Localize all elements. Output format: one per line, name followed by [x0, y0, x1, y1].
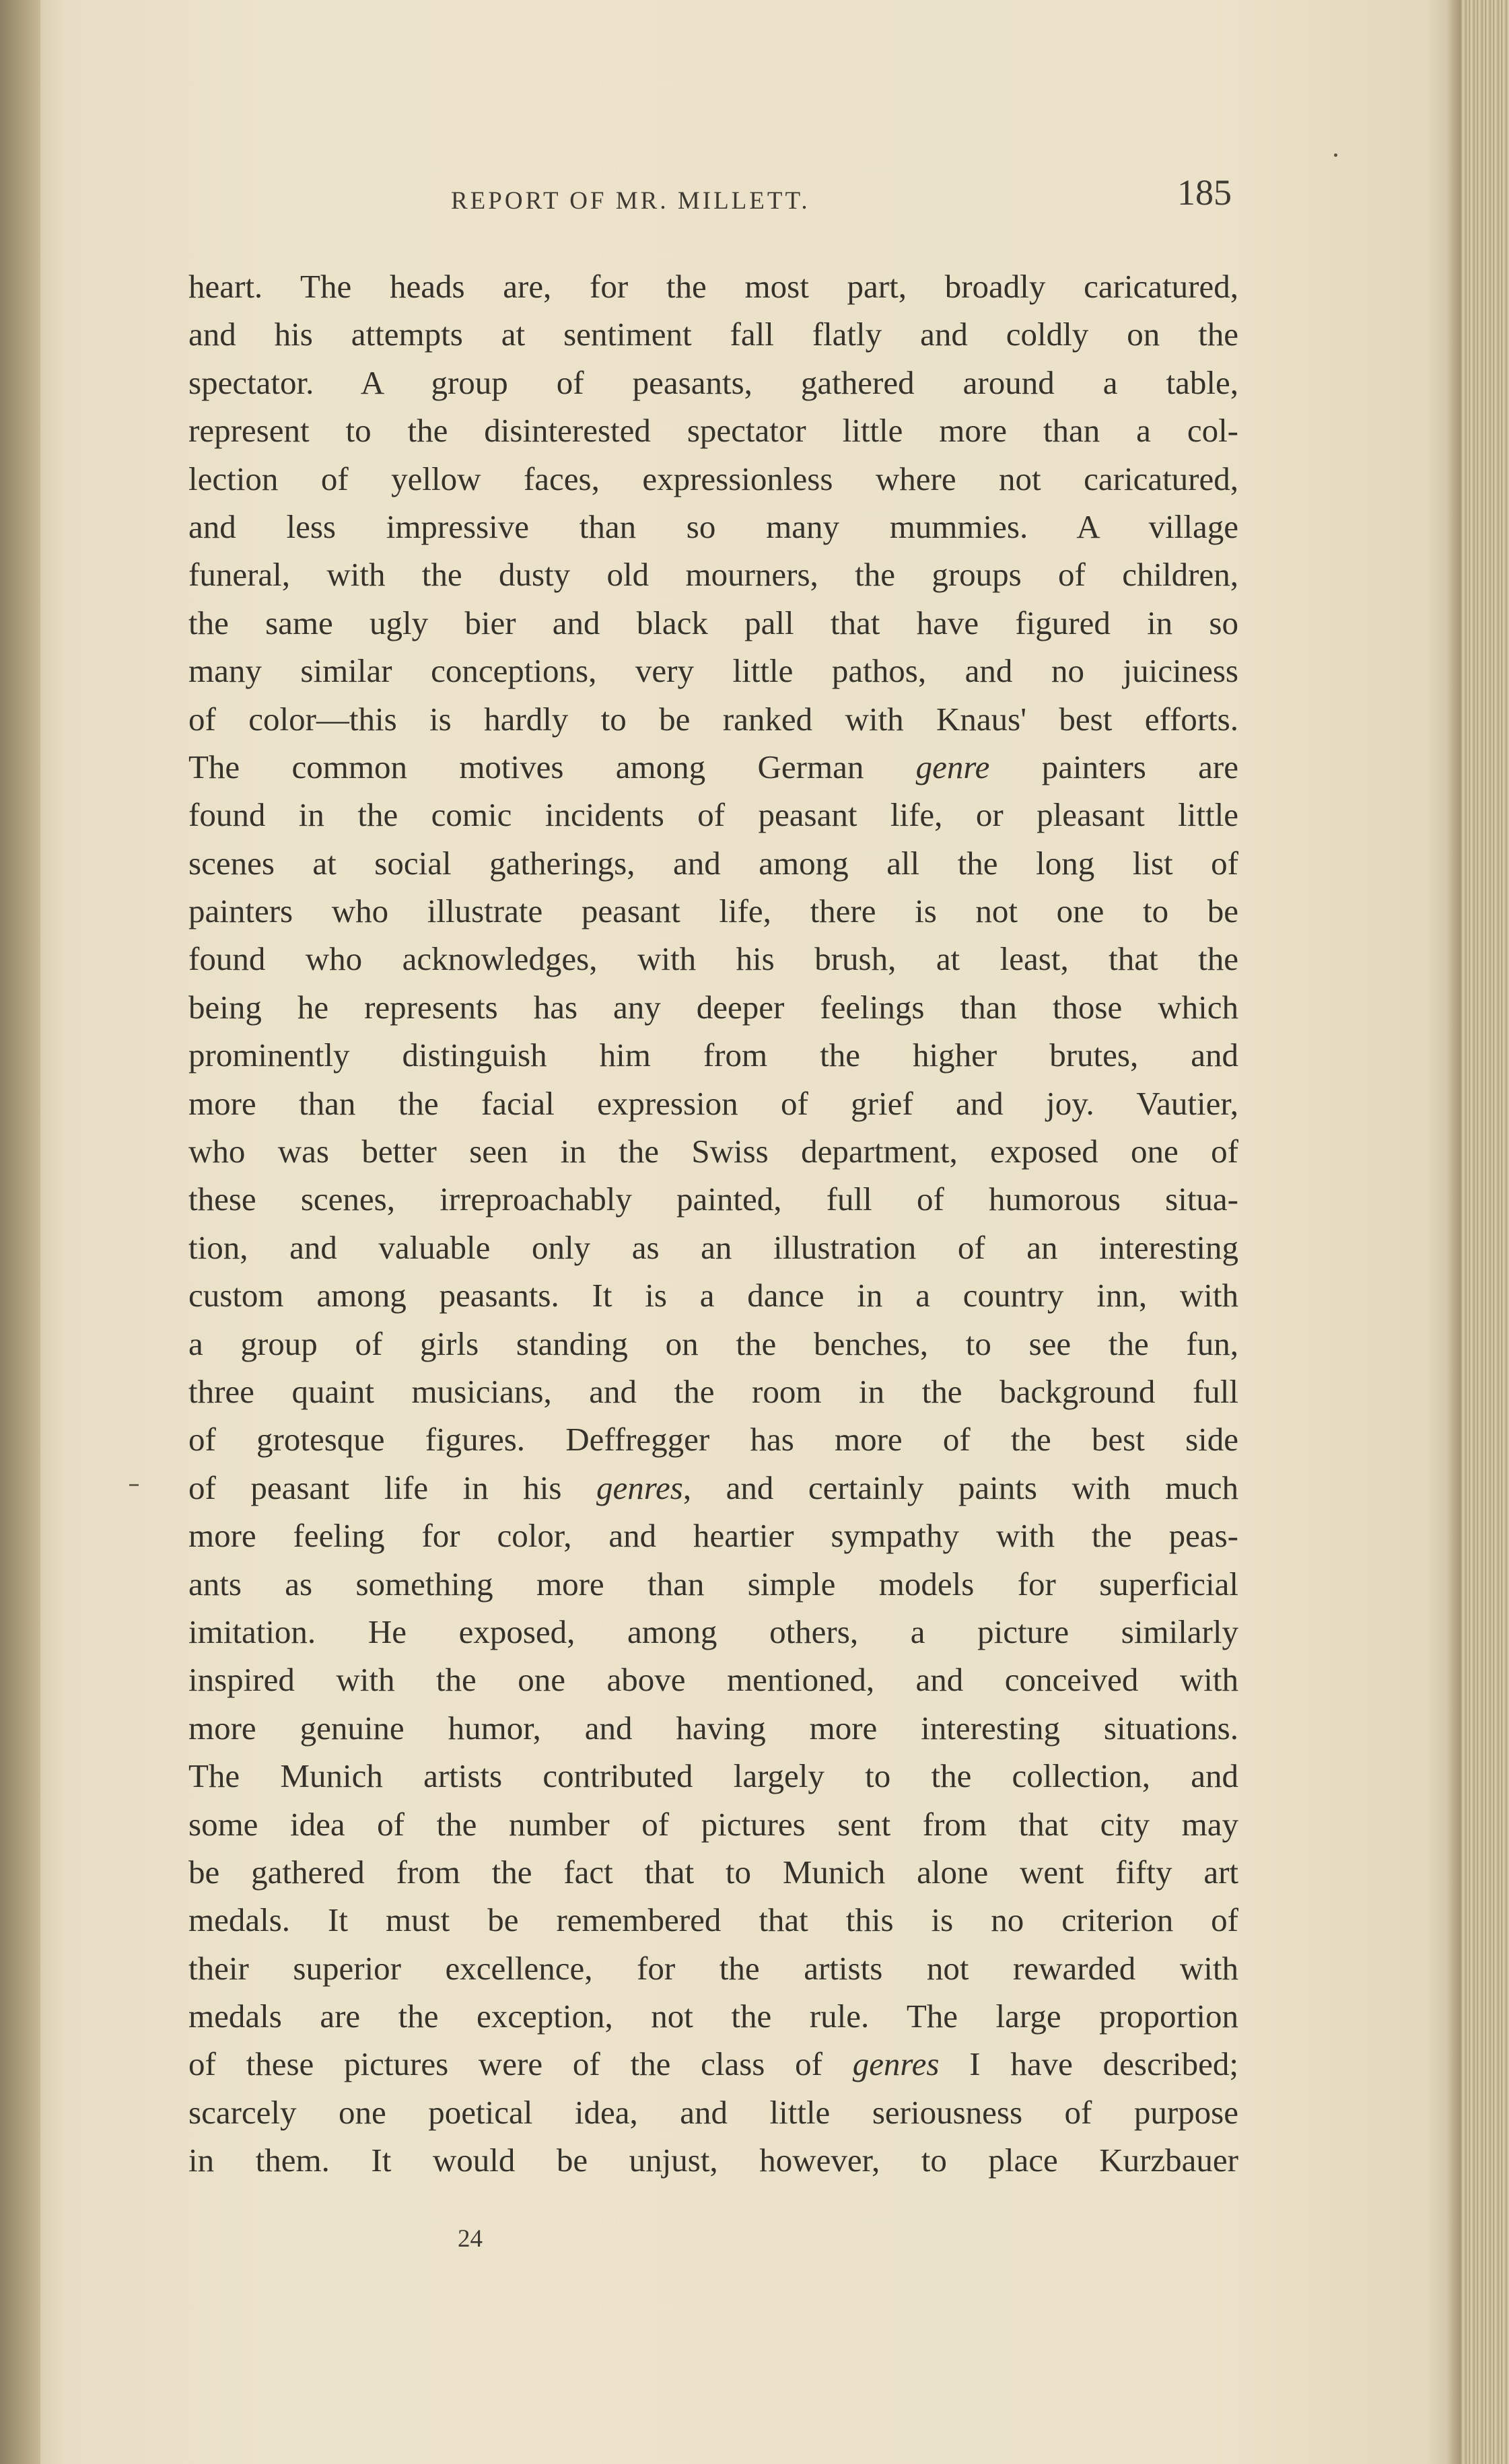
text-line: medals are the exception, not the rule. The large proportion	[188, 1998, 1238, 2035]
text-line: inspired with the one above mentioned, and conceived with	[188, 1661, 1238, 1699]
text-line: of grotesque figures. Deffregger has more of the best side	[188, 1421, 1238, 1458]
text-line: imitation. He exposed, among others, a picture similarly	[188, 1613, 1238, 1650]
text-line: scenes at social gatherings, and among all the long list of	[188, 844, 1238, 882]
text-line: a group of girls standing on the benches, to see the fun,	[188, 1325, 1238, 1362]
text-line: more genuine humor, and having more interesting situations.	[188, 1709, 1238, 1747]
text-line: found in the comic incidents of peasant life, or pleasant little	[188, 796, 1238, 834]
text-line: The Munich artists contributed largely to the collection, and	[188, 1757, 1238, 1795]
text-line: some idea of the number of pictures sent from that city may	[188, 1805, 1238, 1843]
text-line: heart. The heads are, for the most part, broadly caricatured,	[188, 268, 1238, 305]
text-line: and less impressive than so many mummies. A village	[188, 507, 1238, 545]
page-edge-shadow	[1447, 0, 1462, 2464]
margin-mark	[129, 1484, 139, 1486]
text-line: custom among peasants. It is a dance in a country inn, with	[188, 1277, 1238, 1314]
text-line: medals. It must be remembered that this is no criterion of	[188, 1901, 1238, 1939]
text-line: The common motives among German genre painters are	[188, 748, 1238, 785]
text-line: painters who illustrate peasant life, there is not one to be	[188, 892, 1238, 930]
running-title: REPORT OF MR. MILLETT.	[451, 187, 810, 215]
binding-gutter	[0, 0, 40, 2464]
text-line: prominently distinguish him from the higher brutes, and	[188, 1036, 1238, 1074]
text-line: and his attempts at sentiment fall flatly and coldly on the	[188, 316, 1238, 353]
text-line: represent to the disinterested spectator little more than a col-	[188, 412, 1238, 450]
text-line: the same ugly bier and black pall that have figured in so	[188, 604, 1238, 641]
text-line: more feeling for color, and heartier sympathy with the peas-	[188, 1517, 1238, 1555]
text-line: found who acknowledges, with his brush, at least, that the	[188, 940, 1238, 978]
text-line: of these pictures were of the class of genres I have described;	[188, 2045, 1238, 2083]
signature-mark: 24	[458, 2225, 483, 2253]
text-line: funeral, with the dusty old mourners, the groups of children,	[188, 556, 1238, 594]
page-number: 185	[1177, 172, 1232, 213]
text-line: of color—this is hardly to be ranked with Knaus' best efforts.	[188, 700, 1238, 738]
text-line: these scenes, irreproachably painted, full of humorous situa-	[188, 1181, 1238, 1218]
text-line: be gathered from the fact that to Munich alone went fifty art	[188, 1853, 1238, 1891]
page-stack-edges	[1461, 0, 1509, 2464]
paper-speck	[1334, 153, 1337, 157]
text-line: who was better seen in the Swiss department, exposed one of	[188, 1133, 1238, 1170]
text-line: being he represents has any deeper feelings than those which	[188, 988, 1238, 1026]
text-line: spectator. A group of peasants, gathered around a table,	[188, 363, 1238, 401]
running-head	[188, 172, 1232, 232]
text-line: three quaint musicians, and the room in the background full	[188, 1372, 1238, 1410]
text-line: lection of yellow faces, expressionless where not caricatured,	[188, 460, 1238, 497]
text-line: in them. It would be unjust, however, to place Kurzbauer	[188, 2142, 1238, 2179]
text-line: tion, and valuable only as an illustration of an interesting	[188, 1228, 1238, 1266]
text-line: their superior excellence, for the artists not rewarded with	[188, 1949, 1238, 1987]
body-text	[188, 262, 1238, 2185]
text-line: ants as something more than simple models for superficial	[188, 1565, 1238, 1603]
text-line: more than the facial expression of grief and joy. Vautier,	[188, 1084, 1238, 1122]
text-line: of peasant life in his genres, and certainly paints with much	[188, 1469, 1238, 1506]
text-line: scarcely one poetical idea, and little seriousness of purpose	[188, 2093, 1238, 2131]
text-line: many similar conceptions, very little pathos, and no juiciness	[188, 652, 1238, 690]
